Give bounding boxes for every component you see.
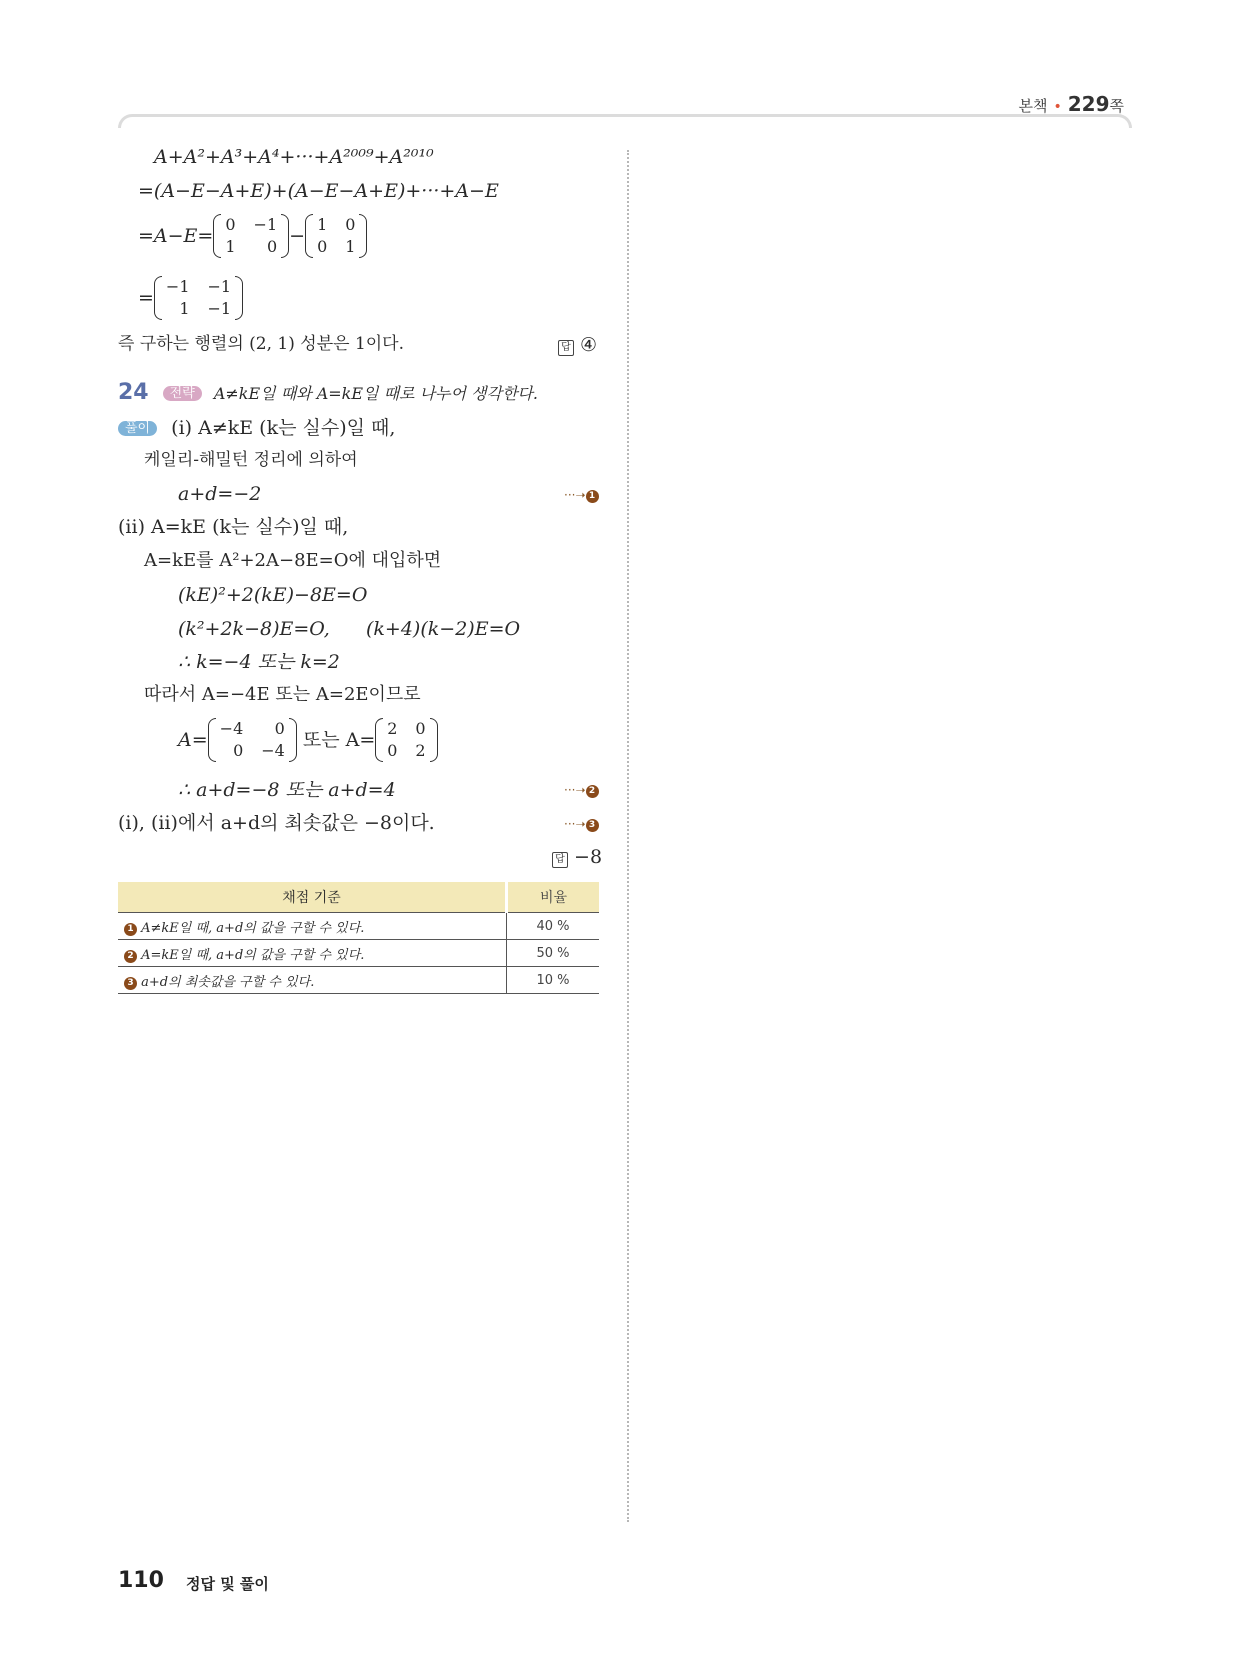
minus-sign: − — [289, 224, 306, 247]
criteria-text: a+d의 최솟값을 구할 수 있다. — [141, 974, 315, 990]
mat-mid: 또는 A= — [302, 728, 376, 751]
strategy-text: A≠kE일 때와 A=kE일 때로 나누어 생각한다. — [213, 384, 538, 403]
eq-4: ∴ k=−4 또는 k=2 — [178, 651, 340, 673]
table-row: 1 A≠kE일 때, a+d의 값을 구할 수 있다. 40 % — [118, 913, 599, 940]
page-ref-number: 229 — [1067, 92, 1110, 116]
answer-value: −8 — [574, 846, 603, 868]
eq-7: (i), (ii)에서 a+d의 최솟값은 −8이다. — [118, 812, 435, 834]
column-divider — [627, 150, 629, 1522]
header-rule — [118, 114, 1132, 128]
step-marker-3: ···➝ 3 — [564, 817, 599, 832]
case-1-line-2: 케일리-해밀턴 정리에 의하여 — [144, 450, 358, 470]
eq-3b: (k+4)(k−2)E=O — [366, 618, 521, 640]
eq-2: (kE)²+2(kE)−8E=O — [178, 584, 368, 606]
step-marker-1: ···➝ 1 — [564, 488, 599, 503]
matrix-m4: −4 0 0 −4 — [208, 718, 297, 762]
ratio-cell: 10 % — [507, 967, 600, 994]
ratio-cell: 50 % — [507, 940, 600, 967]
solution-badge: 풀이 — [118, 421, 157, 436]
matrix-line — [178, 718, 438, 762]
sum-line-3 — [138, 214, 367, 258]
sum-line-4-prefix: = — [138, 286, 154, 309]
answer-icon: 답 — [558, 340, 574, 356]
answer-value: ④ — [580, 334, 598, 356]
problem-number: 24 — [118, 380, 149, 405]
book-label: 본책 — [1018, 97, 1048, 115]
answer-24 — [552, 848, 602, 868]
eq-1: a+d=−2 — [178, 483, 262, 505]
case-1 — [118, 419, 395, 438]
case-2-line-2: A=kE를 A²+2A−8E=O에 대입하면 — [144, 550, 442, 571]
strategy-badge: 전략 — [163, 386, 202, 401]
case-1-text: (i) A≠kE (k는 실수)일 때, — [171, 417, 396, 439]
footer-title: 정답 및 풀이 — [186, 1575, 269, 1593]
matrix-m2: 1 0 0 1 — [305, 214, 367, 258]
sum-line-4 — [138, 276, 243, 320]
grading-header-criteria: 채점 기준 — [118, 882, 507, 913]
sum-line-1: A+A²+A³+A⁴+···+A²⁰⁰⁹+A²⁰¹⁰ — [154, 146, 434, 168]
sum-line-2: =(A−E−A+E)+(A−E−A+E)+···+A−E — [138, 180, 499, 202]
criteria-text: A≠kE일 때, a+d의 값을 구할 수 있다. — [141, 920, 365, 936]
page-unit: 쪽 — [1109, 97, 1124, 115]
eq-6: ∴ a+d=−8 또는 a+d=4 — [178, 779, 396, 801]
answer-23 — [558, 336, 597, 356]
eq-3a: (k²+2k−8)E=O, — [178, 618, 330, 640]
criteria-text: A=kE일 때, a+d의 값을 구할 수 있다. — [141, 947, 365, 963]
sum-line-3-prefix: =A−E= — [138, 224, 214, 247]
eq-5: 따라서 A=−4E 또는 A=2E이므로 — [144, 684, 421, 705]
step-marker-2: ···➝ 2 — [564, 783, 599, 798]
matrix-m3: −1 −1 1 −1 — [154, 276, 243, 320]
grading-header-ratio: 비율 — [507, 882, 600, 913]
sum-conclusion: 즉 구하는 행렬의 (2, 1) 성분은 1이다. — [118, 334, 405, 354]
problem-24-header — [118, 382, 538, 404]
table-row: 3 a+d의 최솟값을 구할 수 있다. 10 % — [118, 967, 599, 994]
table-row: 2 A=kE일 때, a+d의 값을 구할 수 있다. 50 % — [118, 940, 599, 967]
matrix-m1: 0 −1 1 0 — [213, 214, 289, 258]
answer-icon: 답 — [552, 852, 568, 868]
mat-prefix-1: A= — [178, 728, 208, 751]
matrix-m5: 2 0 0 2 — [375, 718, 437, 762]
ratio-cell: 40 % — [507, 913, 600, 940]
case-2: (ii) A=kE (k는 실수)일 때, — [118, 516, 349, 538]
page-number: 110 — [118, 1568, 164, 1593]
page-reference — [1019, 92, 1125, 116]
grading-table — [118, 882, 599, 994]
bullet-dot: • — [1053, 99, 1062, 115]
